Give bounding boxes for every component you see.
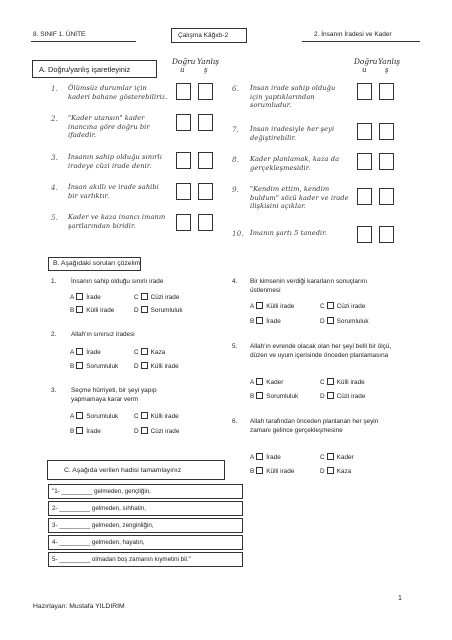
tf-false-box-4[interactable] — [198, 183, 213, 200]
option-text: Külli irade — [86, 307, 115, 314]
option-letter: B — [250, 393, 255, 400]
tf-num-3: 3. — [51, 153, 58, 162]
option-text: Sorumluluk — [150, 307, 183, 314]
tf-false-box-2[interactable] — [198, 114, 213, 131]
tf-true-box-2[interactable] — [176, 114, 191, 131]
b-q3-option-b[interactable] — [70, 427, 101, 435]
b-q4-option-d[interactable] — [320, 317, 369, 325]
b-q1-option-b[interactable] — [70, 306, 114, 314]
option-text: Sorumluluk — [336, 318, 369, 325]
option-text: İrade — [266, 318, 281, 325]
b-q5-text: Allah'ın evrende olacak olan her şeyi belli bir ölçü, düzen ve uyum içerisinde önceden planlamasına — [250, 343, 392, 359]
b-q2-text: Allah'ın sınırsız iradesi — [71, 331, 135, 338]
b-q2-option-c[interactable] — [134, 348, 165, 356]
checkbox-icon[interactable] — [76, 412, 83, 419]
option-text: İrade — [86, 294, 101, 301]
tf-text-2: "Kader utansın" kader inancına göre doğru bir ifadedir. — [68, 114, 150, 140]
header-right-underline — [302, 41, 420, 42]
option-letter: A — [250, 303, 255, 310]
checkbox-icon[interactable] — [76, 306, 83, 313]
b-q3-text: Seçme hürriyeti, bir şeyi yapıp yapmamaya karar verm — [71, 387, 157, 403]
checkbox-icon[interactable] — [256, 392, 263, 399]
section-a-title: A. Doğru/yanlış işaretleyiniz — [39, 65, 131, 74]
author: Hazırlayan: Mustafa YILDIRIM — [33, 603, 125, 610]
tf-num-1: 1. — [51, 84, 58, 93]
tf-num-7: 7. — [232, 125, 239, 134]
tf-num-5: 5. — [51, 213, 58, 222]
tf-false-box-1[interactable] — [198, 83, 213, 100]
tf-true-box-7[interactable] — [357, 123, 372, 140]
tf-text-8: Kader planlamak, kaza da gerçekleşmesidir. — [250, 155, 340, 172]
b-q4-option-a[interactable] — [250, 302, 294, 310]
checkbox-icon[interactable] — [327, 467, 334, 474]
b-q3-option-d[interactable] — [134, 427, 179, 435]
tf-true-box-10[interactable] — [357, 226, 372, 243]
option-text: Sorumluluk — [266, 393, 299, 400]
option-letter: A — [70, 349, 75, 356]
section-b-title: B. Aşağıdaki soruları çözelim — [53, 260, 141, 267]
option-letter: D — [134, 307, 139, 314]
option-text: Külli irade — [266, 468, 295, 475]
option-letter: D — [134, 363, 139, 370]
option-text: Kader — [336, 454, 354, 461]
b-q2-num: 2. — [51, 331, 57, 338]
tf-text-4: İnsan akıllı ve irade sahibi bir varlıktır. — [68, 183, 159, 200]
hadith-line-5: 5- _________ olmadan boş zamanın kıymetini bil." — [52, 556, 191, 563]
option-letter: B — [70, 307, 75, 314]
tf-true-box-6[interactable] — [357, 83, 372, 100]
option-letter: A — [250, 454, 255, 461]
option-text: Cüzi irade — [336, 393, 366, 400]
option-text: Kaza — [336, 468, 352, 475]
option-text: İrade — [266, 454, 281, 461]
option-letter: A — [70, 413, 75, 420]
option-text: Sorumluluk — [86, 363, 119, 370]
b-q5-option-b[interactable] — [250, 392, 298, 400]
checkbox-icon[interactable] — [141, 348, 148, 355]
option-letter: B — [70, 428, 75, 435]
tf-text-10: İmanın şartı 5 tanedir. — [250, 229, 327, 237]
page-number: 1 — [398, 595, 402, 602]
hadith-line-1: "1- _________ gelmeden, gençliğin, — [52, 488, 151, 495]
tf-num-8: 8. — [232, 155, 239, 164]
col-false-letter-right: ş — [385, 66, 389, 74]
b-q6-option-a[interactable] — [250, 453, 281, 461]
b-q2-option-b[interactable] — [70, 362, 118, 370]
b-q3-option-c[interactable] — [134, 412, 179, 420]
option-text: Külli irade — [150, 413, 179, 420]
checkbox-icon[interactable] — [256, 317, 263, 324]
hadith-line-3: 3- _________ gelmeden, zenginliğin, — [52, 522, 154, 529]
option-letter: B — [250, 318, 255, 325]
tf-true-box-4[interactable] — [176, 183, 191, 200]
option-letter: A — [250, 379, 255, 386]
checkbox-icon[interactable] — [141, 362, 148, 369]
col-false-left: Yanlış — [197, 57, 219, 66]
option-text: İrade — [86, 428, 101, 435]
hadith-line-2: 2- _________ gelmeden, sıhhatin, — [52, 505, 146, 512]
b-q2-option-d[interactable] — [134, 362, 179, 370]
option-text: Külli irade — [150, 363, 179, 370]
b-q6-num: 6. — [232, 418, 238, 425]
col-true-letter-left: u — [180, 66, 185, 74]
b-q5-option-c[interactable] — [320, 378, 365, 386]
option-letter: C — [134, 413, 139, 420]
option-text: Kader — [266, 379, 284, 386]
tf-num-10: 10. — [232, 229, 244, 238]
col-false-letter-left: ş — [204, 66, 208, 74]
option-text: Cüzi irade — [150, 294, 180, 301]
tf-false-box-7[interactable] — [379, 123, 394, 140]
option-letter: D — [320, 393, 325, 400]
option-letter: A — [70, 294, 75, 301]
tf-text-7: İnsan iradesiyle her şeyi değiştirebilir. — [250, 125, 335, 142]
checkbox-icon[interactable] — [256, 302, 263, 309]
option-letter: C — [320, 379, 325, 386]
header-left-underline — [31, 41, 136, 42]
tf-true-box-1[interactable] — [176, 83, 191, 100]
checkbox-icon[interactable] — [141, 412, 148, 419]
tf-text-6: İnsan irade sahip olduğu için yaptıklarından sorumludur. — [250, 84, 336, 110]
b-q5-option-d[interactable] — [320, 392, 365, 400]
col-false-right: Yanlış — [378, 57, 400, 66]
checkbox-icon[interactable] — [141, 306, 148, 313]
b-q3-option-a[interactable] — [70, 412, 118, 420]
section-c-title: C. Aşağıda verilen hadisi tamamlayınız — [64, 467, 182, 474]
tf-text-3: İnsanın sahip olduğu sınırlı iradeye cüzi irade denir. — [68, 153, 162, 170]
tf-false-box-5[interactable] — [198, 214, 213, 231]
tf-text-9: "Kendim ettim, kendim buldum" sözü kader ve irade ilişkisini açıklar. — [250, 185, 349, 211]
b-q6-option-c[interactable] — [320, 453, 354, 461]
b-q4-num: 4. — [232, 278, 238, 285]
tf-false-box-10[interactable] — [379, 226, 394, 243]
option-text: Külli irade — [336, 379, 365, 386]
b-q1-option-c[interactable] — [134, 293, 179, 301]
b-q5-num: 5. — [232, 343, 238, 350]
checkbox-icon[interactable] — [141, 293, 148, 300]
option-letter: C — [320, 454, 325, 461]
b-q6-text: Allah tarafından önceden planlanan her şeyin zamanı gelince gerçekleşmesine — [250, 418, 379, 434]
checkbox-icon[interactable] — [256, 467, 263, 474]
b-q1-option-d[interactable] — [134, 306, 183, 314]
option-letter: C — [134, 349, 139, 356]
tf-text-5: Kader ve kaza inancı imanın şartlarından biridir. — [68, 213, 166, 230]
col-true-letter-right: u — [362, 66, 367, 74]
option-text: Sorumluluk — [86, 413, 119, 420]
b-q2-option-a[interactable] — [70, 348, 101, 356]
header-center: Çalışma Kâğıdı-2 — [178, 32, 229, 39]
tf-num-6: 6. — [232, 84, 239, 93]
tf-text-1: Ölümsüz durumlar için kaderi bahane gösterebiliriz. — [68, 84, 168, 101]
col-true-left: Doğru — [172, 57, 196, 66]
option-letter: B — [250, 468, 255, 475]
header-left: 8. SINIF 1. ÜNİTE — [33, 31, 86, 38]
option-letter: B — [70, 363, 75, 370]
option-letter: C — [134, 294, 139, 301]
checkbox-icon[interactable] — [76, 362, 83, 369]
tf-false-box-3[interactable] — [198, 152, 213, 169]
checkbox-icon[interactable] — [76, 348, 83, 355]
option-text: Kaza — [150, 349, 166, 356]
tf-true-box-5[interactable] — [176, 214, 191, 231]
b-q5-option-a[interactable] — [250, 378, 283, 386]
tf-num-4: 4. — [51, 183, 58, 192]
b-q4-option-c[interactable] — [320, 302, 365, 310]
checkbox-icon[interactable] — [327, 302, 334, 309]
option-letter: D — [134, 428, 139, 435]
checkbox-icon[interactable] — [327, 317, 334, 324]
tf-true-box-3[interactable] — [176, 152, 191, 169]
tf-true-box-8[interactable] — [357, 153, 372, 170]
hadith-line-4: 4- _________ gelmeden, hayatın, — [52, 539, 145, 546]
option-letter: C — [320, 303, 325, 310]
b-q1-option-a[interactable] — [70, 293, 101, 301]
tf-false-box-6[interactable] — [379, 83, 394, 100]
tf-false-box-9[interactable] — [379, 188, 394, 205]
option-letter: D — [320, 468, 325, 475]
option-text: Cüzi irade — [150, 428, 180, 435]
option-text: Külli irade — [266, 303, 295, 310]
checkbox-icon[interactable] — [256, 453, 263, 460]
checkbox-icon[interactable] — [327, 392, 334, 399]
b-q6-option-d[interactable] — [320, 467, 351, 475]
b-q4-text: Bir kimsenin verdiği kararların sonuçlarını üstlenmesi — [250, 278, 368, 294]
checkbox-icon[interactable] — [141, 427, 148, 434]
option-letter: D — [320, 318, 325, 325]
tf-num-2: 2. — [51, 114, 58, 123]
checkbox-icon[interactable] — [256, 378, 263, 385]
option-text: Cüzi irade — [336, 303, 366, 310]
b-q3-num: 3. — [51, 387, 57, 394]
checkbox-icon[interactable] — [76, 293, 83, 300]
checkbox-icon[interactable] — [327, 453, 334, 460]
b-q1-text: İnsanın sahip olduğu sınırlı irade — [71, 278, 164, 285]
tf-num-9: 9. — [232, 185, 239, 194]
checkbox-icon[interactable] — [327, 378, 334, 385]
b-q6-option-b[interactable] — [250, 467, 294, 475]
checkbox-icon[interactable] — [76, 427, 83, 434]
b-q1-num: 1. — [51, 278, 57, 285]
option-text: İrade — [86, 349, 101, 356]
tf-true-box-9[interactable] — [357, 188, 372, 205]
header-right: 2. İnsanın İradesi ve Kader — [314, 31, 392, 38]
col-true-right: Doğru — [354, 57, 378, 66]
b-q4-option-b[interactable] — [250, 317, 281, 325]
tf-false-box-8[interactable] — [379, 153, 394, 170]
